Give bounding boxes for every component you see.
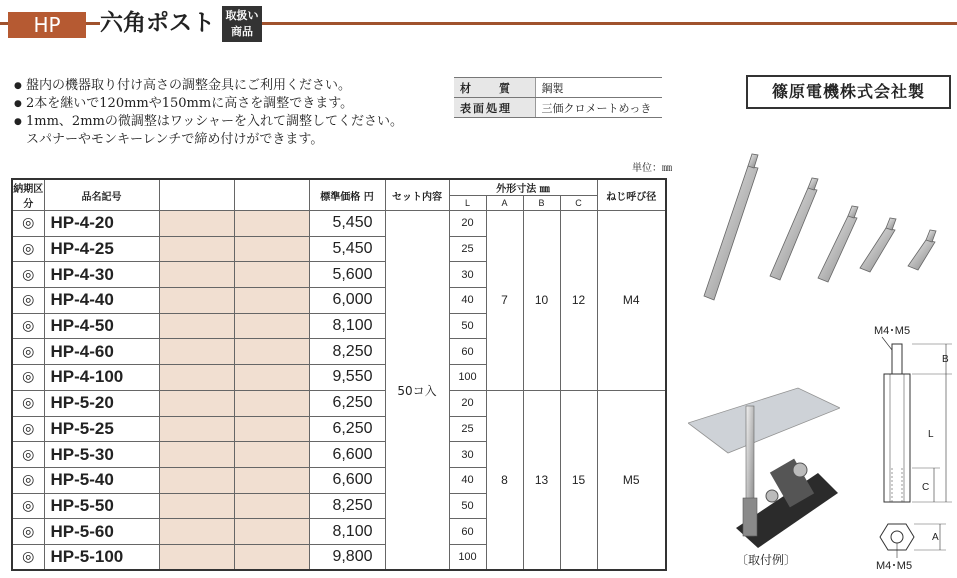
- dim-L-cell: 25: [449, 416, 486, 442]
- table-row: [12, 211, 666, 237]
- header-B: B: [523, 196, 560, 211]
- blank-cell: [159, 288, 234, 314]
- mounting-example-photo: [688, 378, 840, 550]
- blank-cell: [159, 262, 234, 288]
- dim-A-cell: 8: [486, 390, 523, 570]
- header-dims: 外形寸法 ㎜: [449, 179, 597, 196]
- delivery-mark: ◎: [12, 365, 44, 391]
- spec-key: 表面処理: [454, 98, 535, 118]
- price-cell: 6,250: [309, 416, 385, 442]
- product-table: [11, 178, 667, 571]
- product-name: HP-5-50: [44, 493, 159, 519]
- thread-cell: M5: [597, 390, 666, 570]
- table-header-row: [12, 179, 666, 196]
- blank-cell: [234, 236, 309, 262]
- blank-cell: [159, 365, 234, 391]
- product-name: HP-5-60: [44, 519, 159, 545]
- price-cell: 5,450: [309, 236, 385, 262]
- spec-row: [454, 98, 662, 118]
- dimension-drawing: [862, 322, 957, 577]
- delivery-mark: ◎: [12, 339, 44, 365]
- blank-cell: [159, 544, 234, 570]
- blank-cell: [234, 339, 309, 365]
- blank-cell: [234, 288, 309, 314]
- header-set: セット内容: [385, 179, 449, 211]
- dim-B-label: B: [942, 354, 949, 365]
- price-cell: 5,450: [309, 211, 385, 237]
- product-name: HP-5-100: [44, 544, 159, 570]
- dim-C-label: C: [922, 482, 930, 493]
- dim-B-cell: 13: [523, 390, 560, 570]
- blank-cell: [159, 467, 234, 493]
- product-name: HP-4-60: [44, 339, 159, 365]
- header-price: 標準価格 円: [309, 179, 385, 211]
- price-cell: 6,600: [309, 467, 385, 493]
- dim-L-cell: 60: [449, 519, 486, 545]
- product-name: HP-4-30: [44, 262, 159, 288]
- price-cell: 9,800: [309, 544, 385, 570]
- table-row: [12, 390, 666, 416]
- blank-cell: [159, 519, 234, 545]
- set-content: 50コ入: [385, 211, 449, 571]
- price-cell: 8,250: [309, 339, 385, 365]
- blank-cell: [159, 236, 234, 262]
- product-name: HP-5-40: [44, 467, 159, 493]
- header-thread: ねじ呼び径: [597, 179, 666, 211]
- dim-L-cell: 20: [449, 390, 486, 416]
- delivery-mark: ◎: [12, 416, 44, 442]
- dim-C-cell: 15: [560, 390, 597, 570]
- hex-posts-photo: [692, 148, 954, 318]
- page-title: 六角ポスト: [100, 6, 223, 40]
- feature-item: ● 1mm、2mmの微調整はワッシャーを入れて調整してください。: [14, 113, 403, 131]
- dim-L-cell: 60: [449, 339, 486, 365]
- blank-cell: [234, 544, 309, 570]
- price-cell: 9,550: [309, 365, 385, 391]
- drawing-bottom-label: M4･M5: [876, 560, 913, 572]
- delivery-mark: ◎: [12, 288, 44, 314]
- product-name: HP-4-40: [44, 288, 159, 314]
- header-blank-1: [159, 179, 234, 211]
- product-name: HP-5-20: [44, 390, 159, 416]
- blank-cell: [159, 313, 234, 339]
- price-cell: 8,100: [309, 313, 385, 339]
- feature-item: スパナーやモンキーレンチで締め付けができます。: [26, 132, 324, 147]
- dim-C-cell: 12: [560, 211, 597, 391]
- product-code-badge: HP: [8, 12, 86, 38]
- header-C: C: [560, 196, 597, 211]
- feature-item: ● 2本を継いで120mmや150mmに高さを調整できます。: [14, 95, 403, 113]
- header-L: L: [449, 196, 486, 211]
- blank-cell: [159, 416, 234, 442]
- product-name: HP-4-20: [44, 211, 159, 237]
- dim-L-cell: 25: [449, 236, 486, 262]
- dim-L-cell: 100: [449, 544, 486, 570]
- blank-cell: [234, 519, 309, 545]
- price-cell: 6,000: [309, 288, 385, 314]
- spec-table: [454, 77, 662, 118]
- unit-label: 単位：㎜: [632, 163, 672, 174]
- manufacturer-label: 篠原電機株式会社製: [746, 75, 951, 109]
- feature-list: [14, 77, 403, 149]
- dim-L-cell: 50: [449, 493, 486, 519]
- delivery-mark: ◎: [12, 442, 44, 468]
- dim-L-cell: 40: [449, 467, 486, 493]
- dim-L-cell: 50: [449, 313, 486, 339]
- dim-L-cell: 20: [449, 211, 486, 237]
- mounting-caption: 〔取付例〕: [736, 553, 797, 567]
- delivery-mark: ◎: [12, 313, 44, 339]
- spec-value: 三価クロメートめっき: [535, 98, 662, 118]
- price-cell: 6,250: [309, 390, 385, 416]
- delivery-mark: ◎: [12, 390, 44, 416]
- blank-cell: [234, 313, 309, 339]
- blank-cell: [234, 493, 309, 519]
- blank-cell: [234, 442, 309, 468]
- header-name: 品名記号: [44, 179, 159, 211]
- drawing-top-label: M4･M5: [874, 325, 911, 337]
- delivery-mark: ◎: [12, 467, 44, 493]
- delivery-mark: ◎: [12, 236, 44, 262]
- blank-cell: [159, 339, 234, 365]
- dim-A-label: A: [932, 532, 939, 543]
- price-cell: 5,600: [309, 262, 385, 288]
- blank-cell: [234, 467, 309, 493]
- dim-A-cell: 7: [486, 211, 523, 391]
- spec-value: 鋼製: [535, 78, 662, 98]
- price-cell: 8,100: [309, 519, 385, 545]
- handling-badge: [222, 6, 262, 42]
- blank-cell: [234, 262, 309, 288]
- product-name: HP-4-25: [44, 236, 159, 262]
- blank-cell: [234, 365, 309, 391]
- dim-L-cell: 30: [449, 262, 486, 288]
- header-delivery: 納期区分: [12, 179, 44, 211]
- delivery-mark: ◎: [12, 493, 44, 519]
- blank-cell: [234, 416, 309, 442]
- blank-cell: [159, 390, 234, 416]
- product-name: HP-5-25: [44, 416, 159, 442]
- dim-L-label: L: [928, 429, 934, 440]
- blank-cell: [159, 493, 234, 519]
- blank-cell: [234, 390, 309, 416]
- delivery-mark: ◎: [12, 262, 44, 288]
- delivery-mark: ◎: [12, 519, 44, 545]
- price-cell: 6,600: [309, 442, 385, 468]
- delivery-mark: ◎: [12, 544, 44, 570]
- handling-badge-line2: 商品: [231, 25, 253, 38]
- dim-L-cell: 30: [449, 442, 486, 468]
- header-A: A: [486, 196, 523, 211]
- blank-cell: [234, 211, 309, 237]
- dim-L-cell: 40: [449, 288, 486, 314]
- spec-key: 材 質: [454, 78, 535, 98]
- product-name: HP-4-50: [44, 313, 159, 339]
- product-name: HP-4-100: [44, 365, 159, 391]
- spec-row: [454, 78, 662, 98]
- blank-cell: [159, 211, 234, 237]
- dim-L-cell: 100: [449, 365, 486, 391]
- blank-cell: [159, 442, 234, 468]
- dim-B-cell: 10: [523, 211, 560, 391]
- delivery-mark: ◎: [12, 211, 44, 237]
- handling-badge-line1: 取扱い: [225, 9, 259, 22]
- price-cell: 8,250: [309, 493, 385, 519]
- feature-item: ● 盤内の機器取り付け高さの調整金具にご利用ください。: [14, 77, 403, 95]
- product-name: HP-5-30: [44, 442, 159, 468]
- thread-cell: M4: [597, 211, 666, 391]
- header-blank-2: [234, 179, 309, 211]
